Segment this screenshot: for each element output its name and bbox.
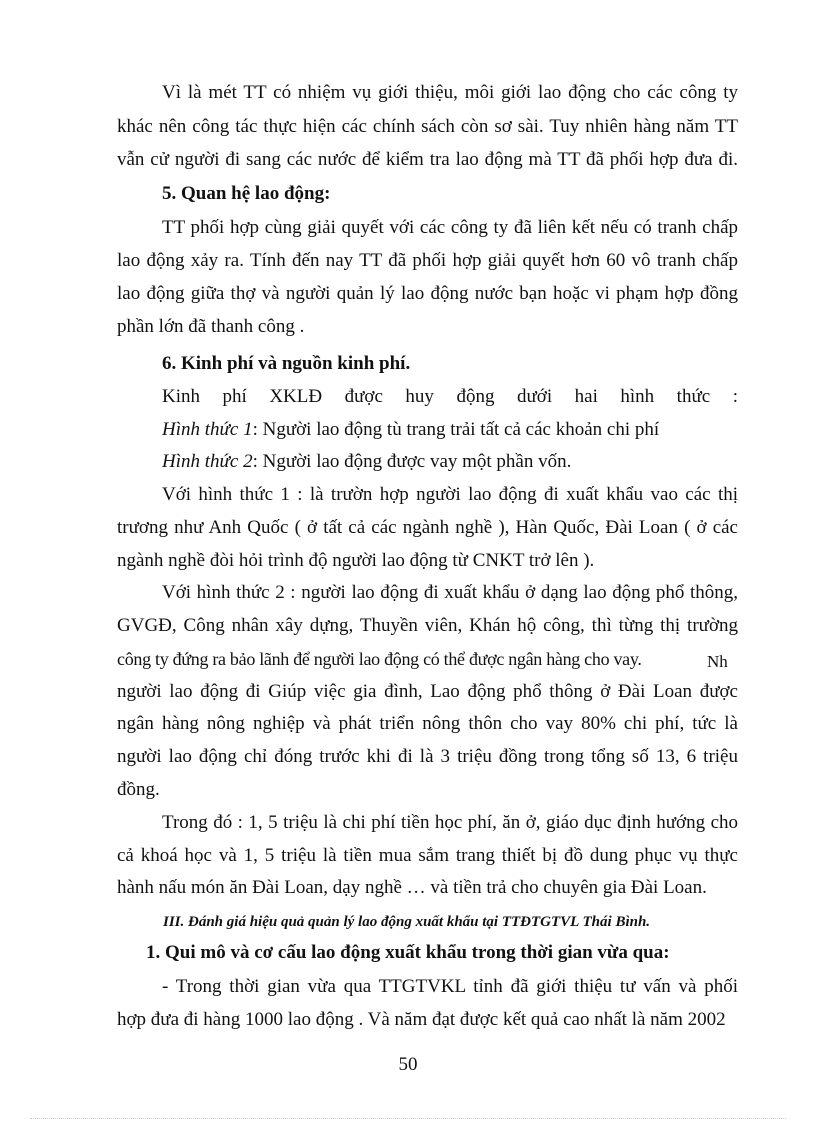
- paragraph-line: hợp đưa đi hàng 1000 lao động . Và năm đạt được kết quả cao nhất là năm 2002: [117, 1009, 726, 1030]
- paragraph-line: ngân hàng nông nghiệp và phát triển nông thôn cho vay 80% chi phí, tức là: [117, 713, 738, 734]
- paragraph-line: Với hình thức 1 : là trườn hợp người lao động đi xuất khẩu vao các thị: [162, 484, 738, 505]
- paragraph-line: GVGĐ, Công nhân xây dựng, Thuyền viên, Khán hộ công, thì từng thị trường: [117, 615, 738, 636]
- section-heading: III. Đánh giá hiệu quả quản lý lao động xuất khẩu tại TTĐTGTVL Thái Bình.: [163, 914, 651, 930]
- paragraph-line: cả khoá học và 1, 5 triệu là tiền mua sắm trang thiết bị đồ dung phục vụ thực: [117, 845, 738, 866]
- line-fragment: Nh: [707, 652, 728, 671]
- page-number: 50: [398, 1054, 418, 1075]
- paragraph-line: [162, 451, 738, 473]
- paragraph-line: hành nấu món ăn Đài Loan, dạy nghề … và tiền trả cho chuyên gia Đài Loan.: [117, 877, 707, 898]
- paragraph-line: trương như Anh Quốc ( ở tất cả các ngành nghề ), Hàn Quốc, Đài Loan ( ở các: [117, 517, 738, 538]
- paragraph-line: lao động giữa thợ và người quản lý lao động nước bạn hoặc vi phạm hợp đồng: [117, 283, 738, 304]
- paragraph-line: Với hình thức 2 : người lao động đi xuất khẩu ở dạng lao động phổ thông,: [162, 582, 738, 603]
- paragraph-line: vẫn cử người đi sang các nước để kiểm tra lao động mà TT đã phối hợp đưa đi.: [117, 149, 738, 170]
- paragraph-line: người lao động chỉ đóng trước khi đi là 3 triệu đồng trong tổng số 13, 6 triệu: [117, 746, 738, 767]
- form-text: : Người lao động được vay một phần vốn.: [252, 451, 572, 472]
- paragraph-line: phần lớn đã thanh công .: [117, 316, 305, 337]
- paragraph-line: Vì là mét TT có nhiệm vụ giới thiệu, môi giới lao động cho các công ty: [162, 82, 738, 103]
- paragraph-line: người lao động đi Giúp việc gia đình, Lao động phổ thông ở Đài Loan được: [117, 681, 738, 702]
- page-border-line: [30, 1118, 786, 1119]
- paragraph-line: - Trong thời gian vừa qua TTGTVKL tỉnh đã giới thiệu tư vấn và phối: [162, 976, 738, 997]
- paragraph-line: ngành nghề đòi hỏi trình độ người lao động từ CNKT trở lên ).: [117, 550, 595, 571]
- form-text: : Người lao động tù trang trải tất cả các khoản chi phí: [252, 419, 660, 440]
- paragraph-line: lao động xảy ra. Tính đến nay TT đã phối hợp giải quyết hơn 60 vô tranh chấp: [117, 250, 738, 271]
- paragraph-line: công ty đứng ra bảo lãnh để người lao động có thể được ngân hàng cho vay.: [117, 649, 642, 669]
- section-heading: 6. Kinh phí và nguồn kinh phí.: [162, 353, 411, 374]
- paragraph-line: Kinh phí XKLĐ được huy động dưới hai hình thức :: [162, 386, 738, 407]
- paragraph-line: đồng.: [117, 779, 160, 800]
- paragraph-line: Trong đó : 1, 5 triệu là chi phí tiền học phí, ăn ở, giáo dục định hướng cho: [162, 812, 738, 833]
- paragraph-line: TT phối hợp cùng giải quyết với các công ty đã liên kết nếu có tranh chấp: [162, 217, 738, 238]
- form-label: Hình thức 1: [162, 419, 253, 440]
- subsection-heading: 1. Qui mô và cơ cấu lao động xuất khẩu trong thời gian vừa qua:: [146, 942, 670, 963]
- section-heading: 5. Quan hệ lao động:: [162, 183, 331, 204]
- paragraph-line: [162, 419, 738, 441]
- paragraph-line: khác nên công tác thực hiện các chính sách còn sơ sài. Tuy nhiên hàng năm TT: [117, 116, 738, 137]
- form-label: Hình thức 2: [162, 451, 253, 472]
